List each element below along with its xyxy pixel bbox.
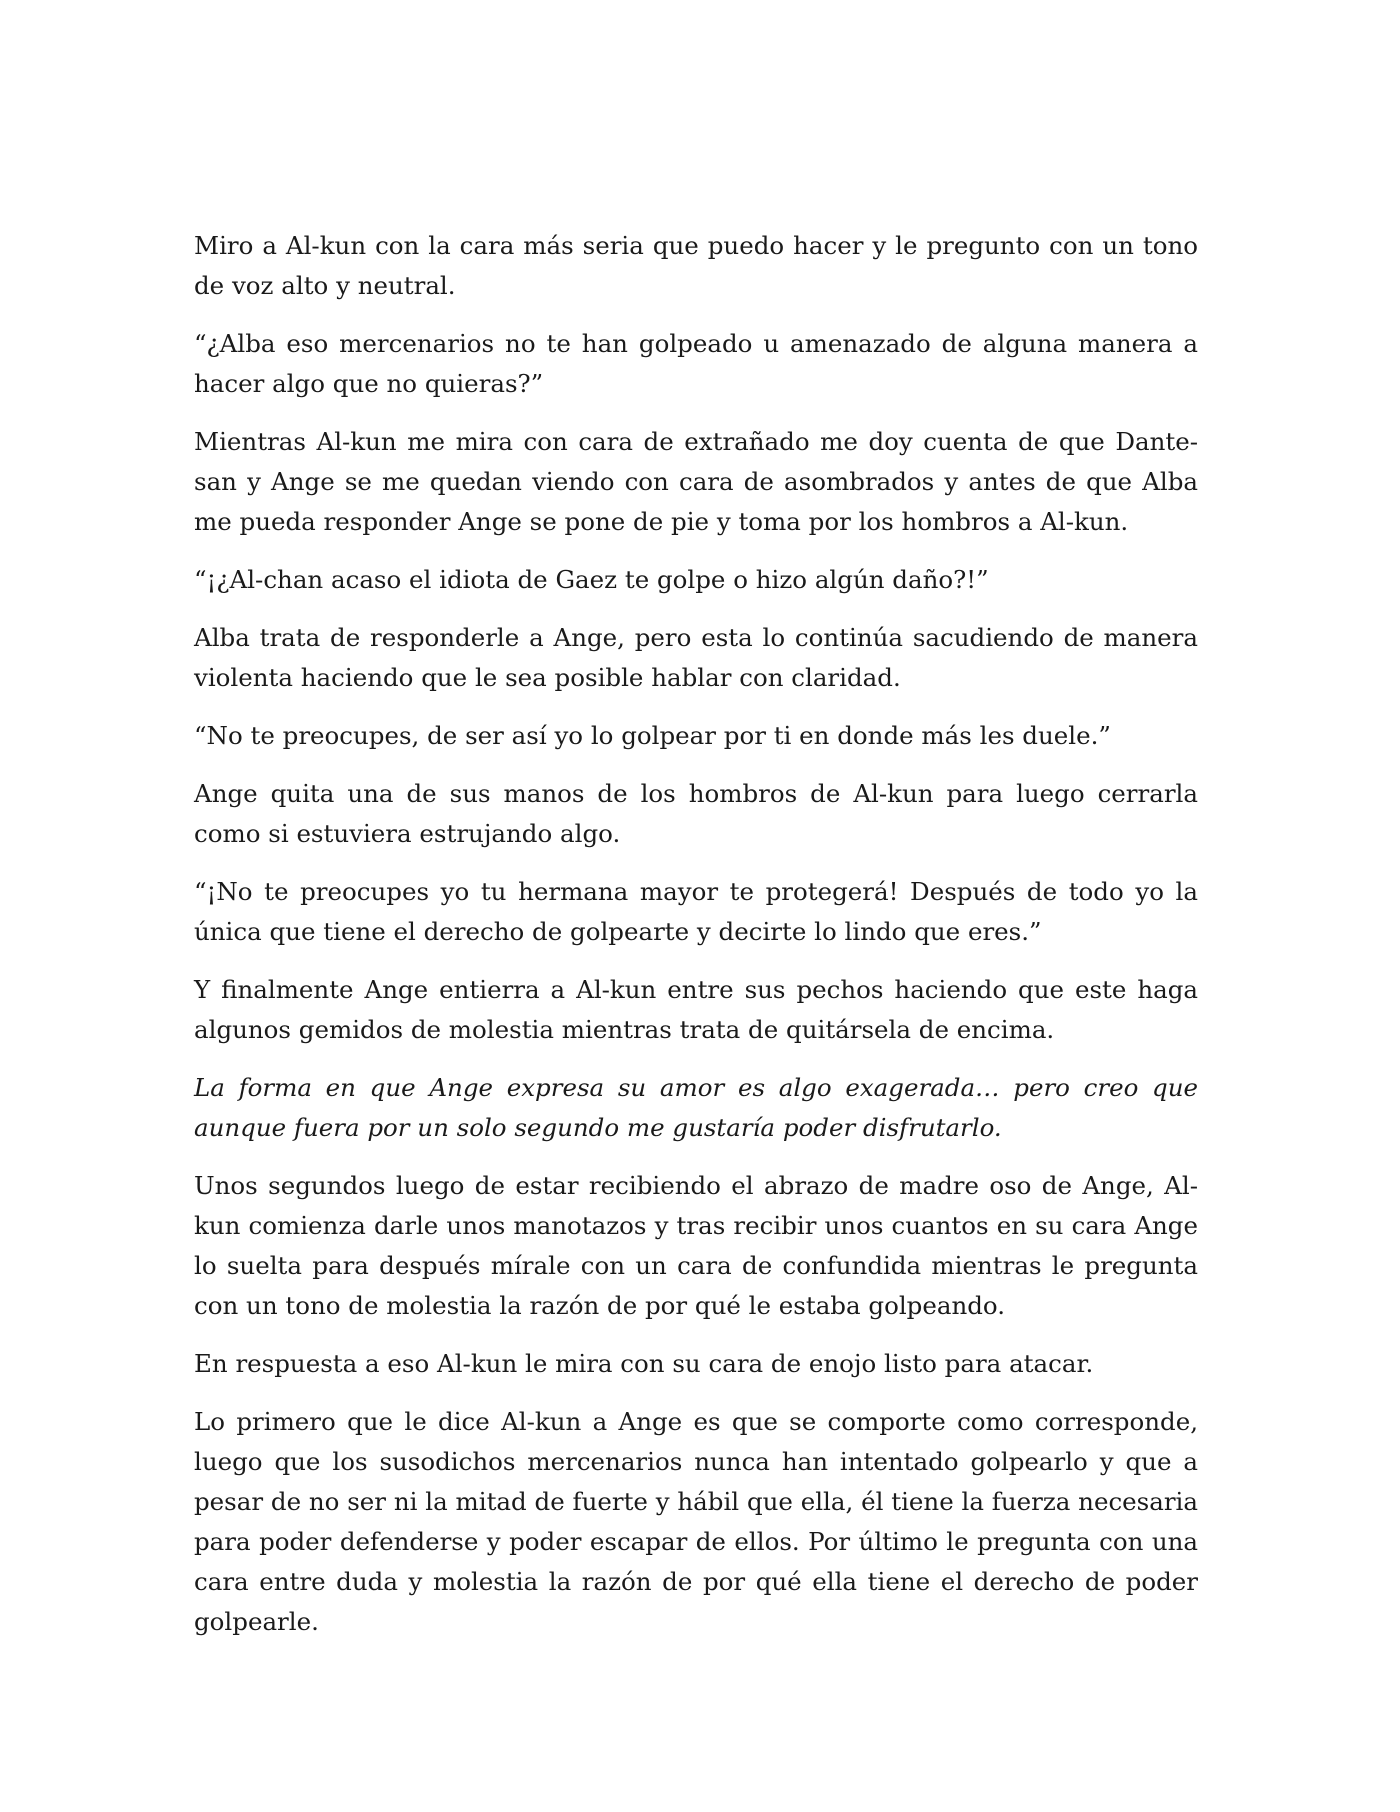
- paragraph: Lo primero que le dice Al-kun a Ange es que se comporte como corresponde, luego que los susodichos mercenarios nunca han intentado golpearlo y que a pesar de no ser ni la mitad de fuerte y hábil que ella, él tiene la fuerza necesaria para poder defenderse y poder escapar de ellos. Por último le pregunta con una cara entre duda y molestia la razón de por qué ella tiene el derecho de poder golpearle.: [194, 1407, 1198, 1636]
- body-text: [194, 226, 1198, 1660]
- paragraph: “¿Alba eso mercenarios no te han golpeado u amenazado de alguna manera a hacer algo que no quieras?”: [194, 329, 1198, 398]
- paragraph: Alba trata de responderle a Ange, pero esta lo continúa sacudiendo de manera violenta haciendo que le sea posible hablar con claridad.: [194, 623, 1198, 692]
- paragraph: Mientras Al-kun me mira con cara de extrañado me doy cuenta de que Dante-san y Ange se me quedan viendo con cara de asombrados y antes de que Alba me pueda responder Ange se pone de pie y toma por los hombros a Al-kun.: [194, 427, 1198, 536]
- paragraph: “No te preocupes, de ser así yo lo golpear por ti en donde más les duele.”: [194, 721, 1111, 750]
- paragraph: Unos segundos luego de estar recibiendo el abrazo de madre oso de Ange, Al-kun comienza darle unos manotazos y tras recibir unos cuantos en su cara Ange lo suelta para después mírale con un cara de confundida mientras le pregunta con un tono de molestia la razón de por qué le estaba golpeando.: [194, 1171, 1198, 1320]
- paragraph: Ange quita una de sus manos de los hombros de Al-kun para luego cerrarla como si estuviera estrujando algo.: [194, 779, 1198, 848]
- paragraph: Miro a Al-kun con la cara más seria que puedo hacer y le pregunto con un tono de voz alto y neutral.: [194, 231, 1198, 300]
- paragraph: Y finalmente Ange entierra a Al-kun entre sus pechos haciendo que este haga algunos gemidos de molestia mientras trata de quitársela de encima.: [194, 975, 1198, 1044]
- paragraph: “¡No te preocupes yo tu hermana mayor te protegerá! Después de todo yo la única que tiene el derecho de golpearte y decirte lo lindo que eres.”: [194, 877, 1198, 946]
- paragraph: “¡¿Al-chan acaso el idiota de Gaez te golpe o hizo algún daño?!”: [194, 565, 989, 594]
- paragraph: En respuesta a eso Al-kun le mira con su cara de enojo listo para atacar.: [194, 1349, 1094, 1378]
- italic-paragraph: La forma en que Ange expresa su amor es algo exagerada… pero creo que aunque fuera por un solo segundo me gustaría poder disfrutarlo.: [194, 1073, 1198, 1142]
